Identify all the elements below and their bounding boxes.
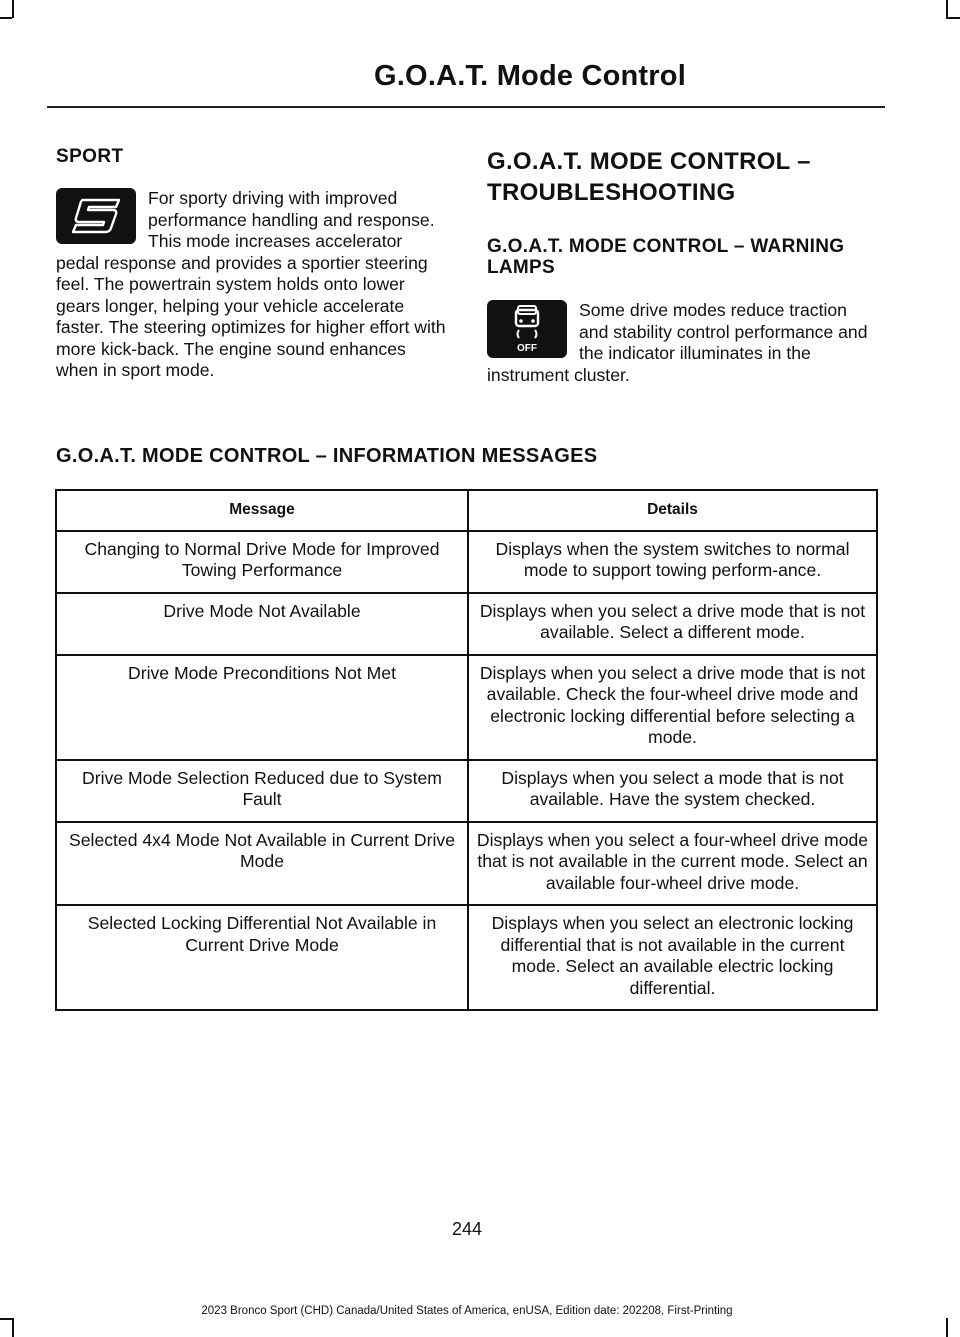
details-cell: Displays when the system switches to normal mode to support towing perform-ance.: [468, 531, 877, 593]
details-cell: Displays when you select an electronic locking differential that is not available in the current mode. Select an available electric locking differential.: [468, 905, 877, 1010]
crop-mark: [946, 0, 948, 18]
crop-mark: [12, 1318, 14, 1337]
message-cell: Selected Locking Differential Not Available in Current Drive Mode: [56, 905, 468, 1010]
sport-mode-s-icon: [56, 188, 136, 244]
table-row: [56, 655, 877, 760]
information-messages-heading: G.O.A.T. MODE CONTROL – INFORMATION MESSAGES: [56, 445, 598, 467]
sport-section: [56, 146, 448, 382]
warning-lamps-heading: G.O.A.T. MODE CONTROL – WARNING LAMPS: [487, 236, 845, 278]
table-row: [56, 760, 877, 822]
sport-description: For sporty driving with improved performance handling and response. This mode increases accelerator pedal response and provides a sportier steering feel. The powertrain system holds onto lower gears longer, helping your vehicle accelerate faster. The steering optimizes for higher effort with more kick-back. The engine sound enhances when in sport mode.: [56, 188, 446, 380]
warning-lamps-description: Some drive modes reduce traction and stability control performance and the indicator illuminates in the instrument cluster.: [487, 300, 868, 385]
information-messages-table: [55, 489, 878, 1011]
crop-mark: [946, 1318, 948, 1337]
page-header-title: G.O.A.T. Mode Control: [374, 60, 686, 92]
message-cell: Drive Mode Not Available: [56, 593, 468, 655]
page-number: 244: [451, 1219, 483, 1239]
table-row: [56, 531, 877, 593]
details-cell: Displays when you select a mode that is not available. Have the system checked.: [468, 760, 877, 822]
table-row: [56, 822, 877, 906]
edition-footer: 2023 Bronco Sport (CHD) Canada/United States of America, enUSA, Edition date: 202208, First-Printing: [201, 1305, 733, 1317]
sport-heading: SPORT: [56, 146, 124, 167]
crop-mark: [946, 17, 960, 19]
troubleshooting-section: [487, 146, 879, 386]
traction-control-off-icon: [487, 300, 567, 358]
troubleshooting-heading: G.O.A.T. MODE CONTROL – TROUBLESHOOTING: [487, 148, 811, 206]
icon-off-label: OFF: [517, 343, 537, 354]
table-row: [56, 905, 877, 1010]
crop-mark: [12, 0, 14, 18]
column-header-details: Details: [468, 490, 877, 531]
details-cell: Displays when you select a four-wheel drive mode that is not available in the current mode. Select an available four-wheel drive mode.: [468, 822, 877, 906]
header-divider: [47, 106, 885, 108]
details-cell: Displays when you select a drive mode that is not available. Check the four-wheel drive mode and electronic locking differential before selecting a mode.: [468, 655, 877, 760]
message-cell: Selected 4x4 Mode Not Available in Current Drive Mode: [56, 822, 468, 906]
column-header-message: Message: [56, 490, 468, 531]
message-cell: Drive Mode Preconditions Not Met: [56, 655, 468, 760]
table-header-row: [56, 490, 877, 531]
message-cell: Drive Mode Selection Reduced due to System Fault: [56, 760, 468, 822]
crop-mark: [0, 17, 12, 19]
crop-mark: [0, 1318, 12, 1320]
details-cell: Displays when you select a drive mode that is not available. Select a different mode.: [468, 593, 877, 655]
message-cell: Changing to Normal Drive Mode for Improved Towing Performance: [56, 531, 468, 593]
table-row: [56, 593, 877, 655]
